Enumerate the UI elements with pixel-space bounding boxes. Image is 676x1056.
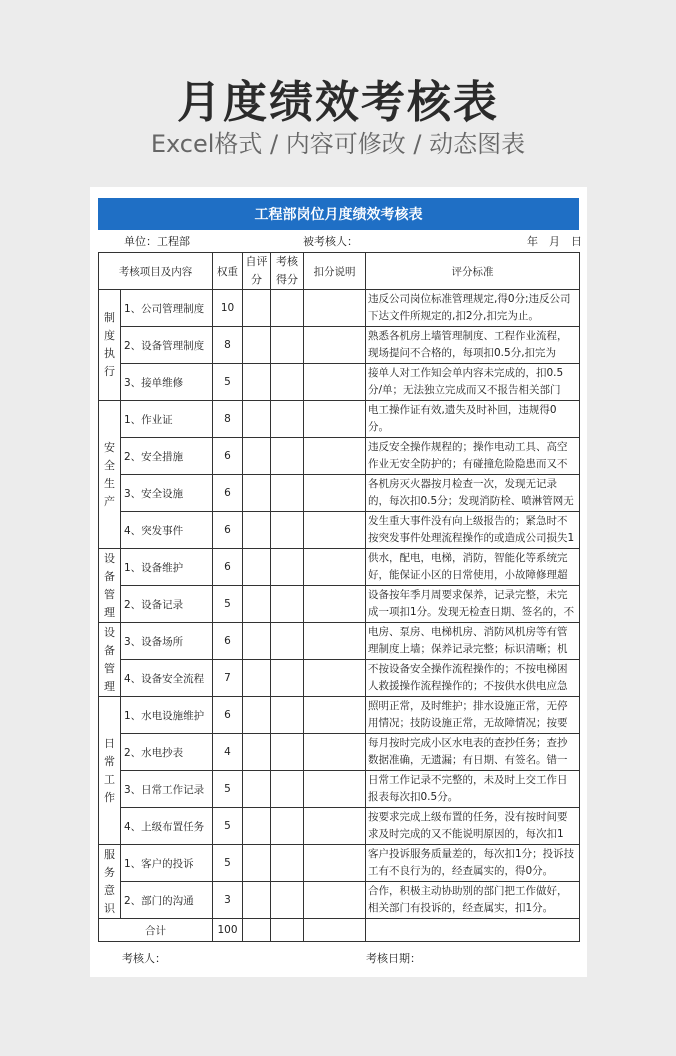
form-title-banner: 工程部岗位月度绩效考核表	[98, 198, 579, 230]
header-item: 考核项目及内容	[99, 253, 213, 290]
criteria-cell: 设备按年季月周要求保养，记录完整，未完成一项扣1分。发现无检查日期、签名的，不	[366, 586, 580, 623]
item-label: 1、客户的投诉	[121, 845, 213, 882]
weight-cell: 4	[213, 734, 243, 771]
table-row	[99, 882, 580, 919]
page-title: 月度绩效考核表	[177, 77, 499, 128]
review-score-cell[interactable]	[271, 660, 304, 697]
review-score-cell[interactable]	[271, 364, 304, 401]
deduction-cell[interactable]	[304, 290, 366, 327]
weight-cell: 7	[213, 660, 243, 697]
table-row	[99, 290, 580, 327]
weight-cell: 6	[213, 697, 243, 734]
self-score-cell[interactable]	[243, 845, 271, 882]
review-score-cell[interactable]	[271, 697, 304, 734]
self-score-cell[interactable]	[243, 660, 271, 697]
total-row	[99, 919, 580, 942]
criteria-cell: 违反公司岗位标准管理规定,得0分;违反公司下达文件所规定的,扣2分,扣完为止。	[366, 290, 580, 327]
review-score-cell[interactable]	[271, 327, 304, 364]
self-score-cell[interactable]	[243, 882, 271, 919]
self-score-cell[interactable]	[243, 475, 271, 512]
item-label: 2、设备管理制度	[121, 327, 213, 364]
category-cell: 设备管理	[99, 623, 121, 697]
criteria-cell: 每月按时完成小区水电表的查抄任务；查抄数据准确，无遗漏；有日期、有签名。错一	[366, 734, 580, 771]
weight-cell: 5	[213, 845, 243, 882]
table-row	[99, 845, 580, 882]
criteria-cell: 发生重大事件没有向上级报告的；紧急时不按突发事件处理流程操作的或造成公司损失1	[366, 512, 580, 549]
self-score-cell[interactable]	[243, 512, 271, 549]
review-score-cell[interactable]	[271, 586, 304, 623]
category-cell: 设备管理	[99, 549, 121, 623]
deduction-cell[interactable]	[304, 845, 366, 882]
weight-cell: 6	[213, 475, 243, 512]
criteria-cell: 日常工作记录不完整的，未及时上交工作日报表每次扣0.5分。	[366, 771, 580, 808]
item-label: 1、作业证	[121, 401, 213, 438]
page-subtitle: Excel格式 / 内容可修改 / 动态图表	[150, 130, 526, 158]
table-header-row	[99, 253, 580, 290]
item-label: 3、安全设施	[121, 475, 213, 512]
form-sheet	[90, 187, 587, 977]
date-label: 年 月 日	[527, 235, 582, 248]
assessee-label: 被考核人：	[303, 235, 358, 248]
total-self	[243, 919, 271, 942]
weight-cell: 10	[213, 290, 243, 327]
category-cell: 日常工作	[99, 697, 121, 845]
total-deduct	[304, 919, 366, 942]
criteria-cell: 电工操作证有效,遗失及时补回，违规得0分。	[366, 401, 580, 438]
table-row	[99, 808, 580, 845]
self-score-cell[interactable]	[243, 586, 271, 623]
deduction-cell[interactable]	[304, 623, 366, 660]
category-cell: 服务意识	[99, 845, 121, 919]
table-row	[99, 660, 580, 697]
review-score-cell[interactable]	[271, 734, 304, 771]
item-label: 4、上级布置任务	[121, 808, 213, 845]
table-row	[99, 734, 580, 771]
criteria-cell: 熟悉各机房上墙管理制度、工程作业流程，现场提问不合格的，每项扣0.5分,扣完为	[366, 327, 580, 364]
total-review	[271, 919, 304, 942]
deduction-cell[interactable]	[304, 697, 366, 734]
criteria-cell: 合作，积极主动协助别的部门把工作做好，相关部门有投诉的，经查属实，扣1分。	[366, 882, 580, 919]
assessment-table	[98, 252, 580, 942]
header-criteria: 评分标准	[366, 253, 580, 290]
deduction-cell[interactable]	[304, 475, 366, 512]
table-row	[99, 697, 580, 734]
review-score-cell[interactable]	[271, 623, 304, 660]
deduction-cell[interactable]	[304, 882, 366, 919]
weight-cell: 6	[213, 438, 243, 475]
review-score-cell[interactable]	[271, 808, 304, 845]
deduction-cell[interactable]	[304, 512, 366, 549]
table-row	[99, 623, 580, 660]
self-score-cell[interactable]	[243, 438, 271, 475]
weight-cell: 5	[213, 586, 243, 623]
self-score-cell[interactable]	[243, 623, 271, 660]
review-score-cell[interactable]	[271, 845, 304, 882]
item-label: 4、设备安全流程	[121, 660, 213, 697]
criteria-cell: 接单人对工作知会单内容未完成的，扣0.5分/单；无法独立完成而又不报告相关部门	[366, 364, 580, 401]
review-score-cell[interactable]	[271, 475, 304, 512]
deduction-cell[interactable]	[304, 734, 366, 771]
criteria-cell: 不按设备安全操作流程操作的；不按电梯困人救援操作流程操作的；不按供水供电应急	[366, 660, 580, 697]
self-score-cell[interactable]	[243, 290, 271, 327]
self-score-cell[interactable]	[243, 734, 271, 771]
deduction-cell[interactable]	[304, 660, 366, 697]
deduction-cell[interactable]	[304, 438, 366, 475]
unit-label: 单位：工程部	[124, 235, 190, 248]
self-score-cell[interactable]	[243, 549, 271, 586]
weight-cell: 6	[213, 549, 243, 586]
self-score-cell[interactable]	[243, 327, 271, 364]
weight-cell: 5	[213, 771, 243, 808]
deduction-cell[interactable]	[304, 808, 366, 845]
criteria-cell: 客户投诉服务质量差的，每次扣1分；投诉技工有不良行为的，经查属实的，得0分。	[366, 845, 580, 882]
weight-cell: 3	[213, 882, 243, 919]
item-label: 1、设备维护	[121, 549, 213, 586]
item-label: 3、日常工作记录	[121, 771, 213, 808]
table-row	[99, 401, 580, 438]
table-row	[99, 438, 580, 475]
self-score-cell[interactable]	[243, 697, 271, 734]
review-score-cell[interactable]	[271, 771, 304, 808]
review-score-cell[interactable]	[271, 438, 304, 475]
item-label: 3、接单维修	[121, 364, 213, 401]
assessor-label: 考核人：	[122, 952, 166, 965]
assess-date-label: 考核日期：	[366, 952, 421, 965]
header-review-score: 考核得分	[271, 253, 304, 290]
criteria-cell: 供水，配电，电梯，消防，智能化等系统完好，能保证小区的日常使用，小故障修理超	[366, 549, 580, 586]
criteria-cell: 按要求完成上级布置的任务，没有按时间要求及时完成的又不能说明原因的，每次扣1	[366, 808, 580, 845]
item-label: 4、突发事件	[121, 512, 213, 549]
weight-cell: 5	[213, 364, 243, 401]
criteria-cell: 电房、泵房、电梯机房、消防风机房等有管理制度上墙；保养记录完整；标识清晰；机	[366, 623, 580, 660]
header-deduction: 扣分说明	[304, 253, 366, 290]
self-score-cell[interactable]	[243, 401, 271, 438]
table-row	[99, 364, 580, 401]
criteria-cell: 照明正常，及时维护；排水设施正常，无停用情况；技防设施正常，无故障情况；按要	[366, 697, 580, 734]
weight-cell: 8	[213, 401, 243, 438]
review-score-cell[interactable]	[271, 549, 304, 586]
category-cell: 安全生产	[99, 401, 121, 549]
total-label: 合计	[99, 919, 213, 942]
criteria-cell: 违反安全操作规程的；操作电动工具、高空作业无安全防护的；有碰撞危险隐患而又不	[366, 438, 580, 475]
weight-cell: 8	[213, 327, 243, 364]
deduction-cell[interactable]	[304, 327, 366, 364]
total-criteria	[366, 919, 580, 942]
deduction-cell[interactable]	[304, 401, 366, 438]
review-score-cell[interactable]	[271, 290, 304, 327]
table-row	[99, 327, 580, 364]
table-row	[99, 586, 580, 623]
item-label: 2、设备记录	[121, 586, 213, 623]
item-label: 1、水电设施维护	[121, 697, 213, 734]
item-label: 2、部门的沟通	[121, 882, 213, 919]
deduction-cell[interactable]	[304, 549, 366, 586]
item-label: 2、安全措施	[121, 438, 213, 475]
total-value: 100	[213, 919, 243, 942]
category-cell: 制度执行	[99, 290, 121, 401]
deduction-cell[interactable]	[304, 364, 366, 401]
weight-cell: 6	[213, 512, 243, 549]
weight-cell: 5	[213, 808, 243, 845]
self-score-cell[interactable]	[243, 808, 271, 845]
header-weight: 权重	[213, 253, 243, 290]
table-row	[99, 512, 580, 549]
criteria-cell: 各机房灭火器按月检查一次，发现无记录的，每次扣0.5分；发现消防栓、喷淋管网无	[366, 475, 580, 512]
table-row	[99, 771, 580, 808]
self-score-cell[interactable]	[243, 771, 271, 808]
review-score-cell[interactable]	[271, 401, 304, 438]
review-score-cell[interactable]	[271, 512, 304, 549]
item-label: 1、公司管理制度	[121, 290, 213, 327]
deduction-cell[interactable]	[304, 586, 366, 623]
review-score-cell[interactable]	[271, 882, 304, 919]
deduction-cell[interactable]	[304, 771, 366, 808]
weight-cell: 6	[213, 623, 243, 660]
item-label: 3、设备场所	[121, 623, 213, 660]
item-label: 2、水电抄表	[121, 734, 213, 771]
table-row	[99, 549, 580, 586]
table-row	[99, 475, 580, 512]
header-self-score: 自评分	[243, 253, 271, 290]
self-score-cell[interactable]	[243, 364, 271, 401]
